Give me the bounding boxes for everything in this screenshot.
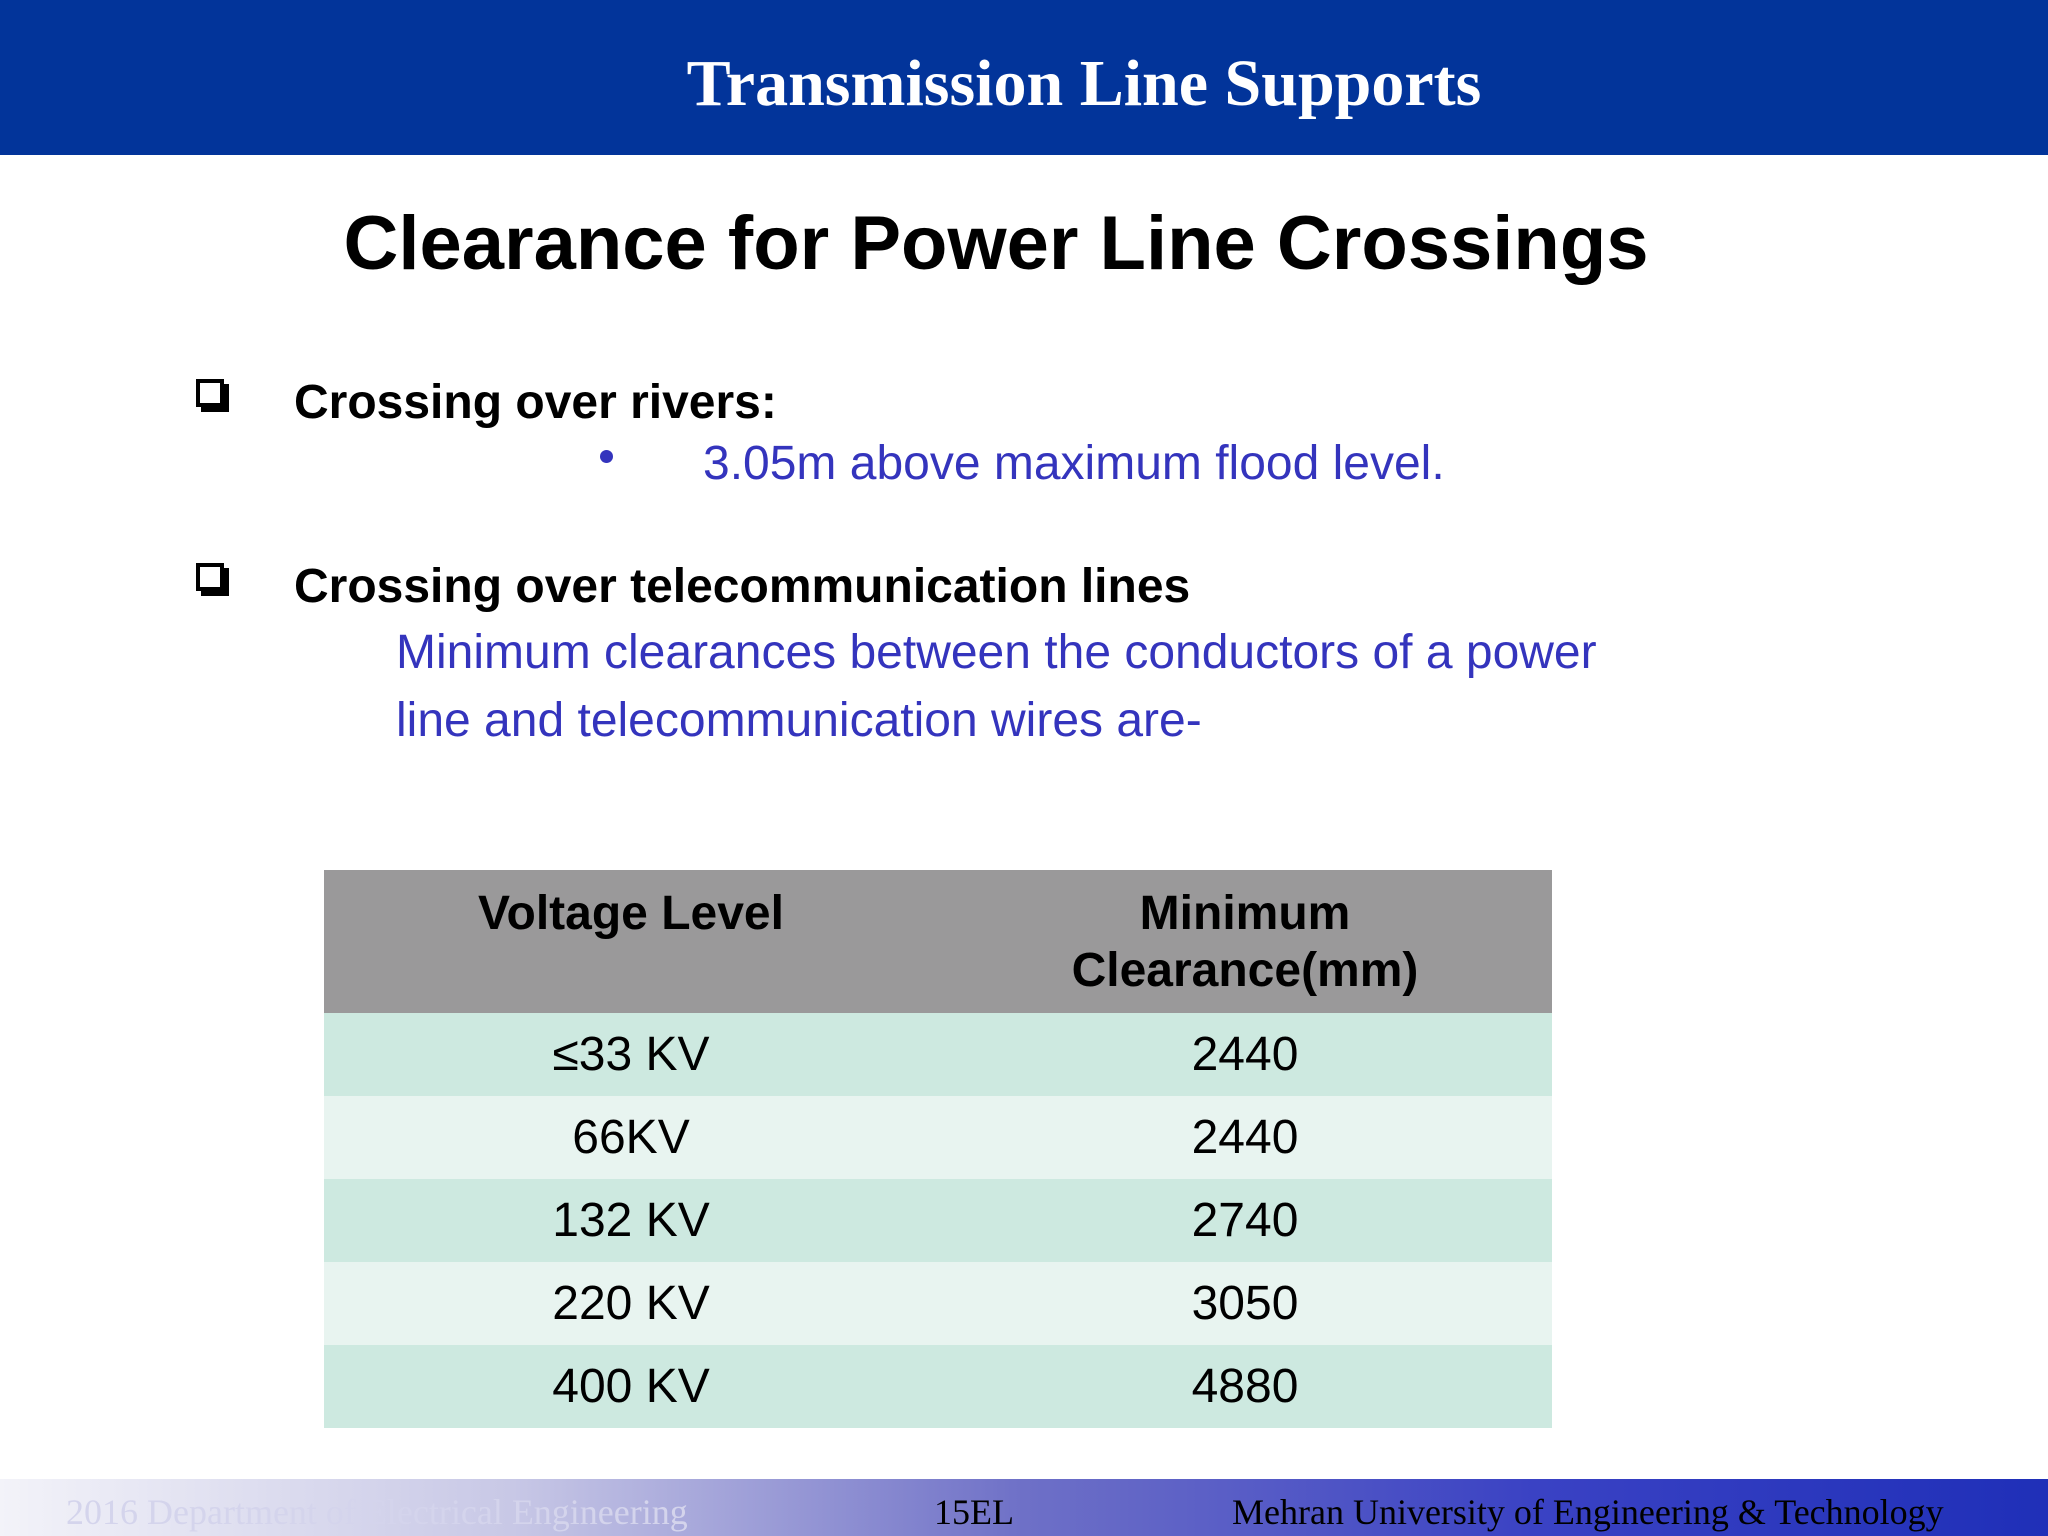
voltage-cell: 400 KV <box>552 1360 710 1413</box>
river-clearance-text: 3.05m above maximum flood level. <box>703 437 1445 490</box>
clearance-cell: 2740 <box>1191 1194 1299 1247</box>
section-heading-telecom: Crossing over telecommunication lines <box>294 560 1191 613</box>
footer-university: Mehran University of Engineering & Technology <box>1232 1492 1944 1532</box>
table-row <box>324 1179 1552 1262</box>
clearance-cell: 2440 <box>1191 1111 1299 1164</box>
checkbox-bullet-icon <box>196 379 224 407</box>
footer-department: 2016 Department of Electrical Engineering <box>66 1492 688 1532</box>
clearance-cell: 4880 <box>1191 1360 1299 1413</box>
voltage-cell: 132 KV <box>552 1194 710 1247</box>
voltage-cell: 66KV <box>572 1111 690 1164</box>
table-row <box>324 1096 1552 1179</box>
section-heading-rivers: Crossing over rivers: <box>294 376 777 429</box>
telecom-body-line-2: line and telecommunication wires are- <box>396 694 1202 747</box>
table-row <box>324 1262 1552 1345</box>
voltage-cell: 220 KV <box>552 1277 710 1330</box>
table-row <box>324 1345 1552 1428</box>
column-header-voltage: Voltage Level <box>478 887 784 940</box>
column-header-clearance: Minimum Clearance(mm) <box>1071 887 1419 997</box>
footer-course-code: 15EL <box>934 1492 1014 1532</box>
slide-title: Clearance for Power Line Crossings <box>343 201 1649 286</box>
voltage-cell: ≤33 KV <box>552 1028 710 1081</box>
clearance-table <box>324 870 1552 1428</box>
table-row <box>324 1013 1552 1096</box>
header-title: Transmission Line Supports <box>686 47 1482 120</box>
bullet-dot-icon <box>600 450 613 463</box>
checkbox-bullet-icon <box>196 563 224 591</box>
telecom-body-line-1: Minimum clearances between the conductors of a power <box>396 626 1597 679</box>
clearance-cell: 3050 <box>1191 1277 1299 1330</box>
clearance-cell: 2440 <box>1191 1028 1299 1081</box>
table-header-row <box>324 870 1552 1013</box>
